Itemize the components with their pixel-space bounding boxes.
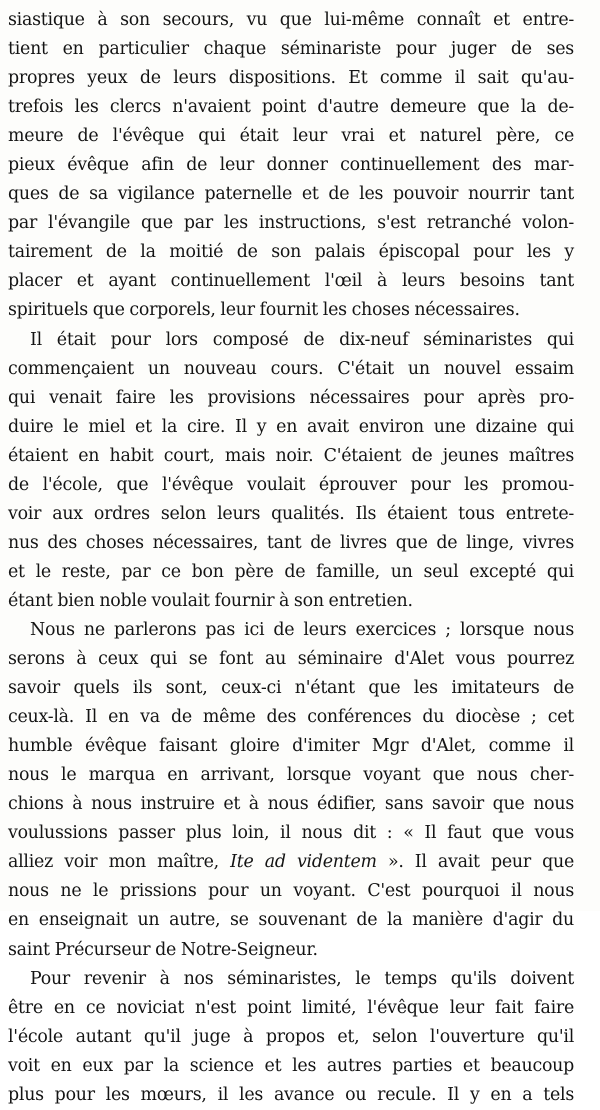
text-line: commençaient un nouveau cours. C'était un nouvel essaim (8, 358, 574, 379)
text-line: par l'évangile que par les instructions, s'est retranché volon- (8, 213, 574, 234)
text-line: ceux-là. Il en va de même des conférences du diocèse ; cet (8, 707, 574, 728)
text-line: serons à ceux qui se font au séminaire d'Alet vous pourrez (8, 649, 574, 670)
text-segment: ». Il avait peur que (376, 852, 574, 873)
text-line: et le reste, par ce bon père de famille, un seul excepté qui (8, 561, 574, 582)
text-line: plus pour les mœurs, il les avance ou recule. Il y en a tels (8, 1084, 574, 1105)
text-line-with-quote (8, 848, 574, 877)
text-line: nous le marqua en arrivant, lorsque voyant que nous cher- (8, 765, 574, 786)
text-line: meure de l'évêque qui était leur vrai et naturel père, ce (8, 126, 574, 147)
text-line: ques de sa vigilance paternelle et de les pouvoir nourrir tant (8, 184, 574, 205)
paragraph-start-line: Il était pour lors composé de dix-neuf séminaristes qui (30, 329, 574, 350)
text-line: savoir quels ils sont, ceux-ci n'étant que les imitateurs de (8, 678, 574, 699)
text-line: placer et ayant continuellement l'œil à leurs besoins tant (8, 271, 574, 292)
text-line: spirituels que corporels, leur fournit les choses nécessaires. (8, 300, 520, 321)
text-line: tient en particulier chaque séminariste pour juger de ses (8, 39, 574, 60)
paragraph-start-line: Pour revenir à nos séminaristes, le temps qu'ils doivent (30, 968, 574, 989)
text-line: de l'école, que l'évêque voulait éprouver pour les promou- (8, 474, 574, 495)
text-line: qui venait faire les provisions nécessaires pour après pro- (8, 387, 574, 408)
text-line: chions à nous instruire et à nous édifier, sans savoir que nous (8, 794, 574, 815)
paragraph-start-line: Nous ne parlerons pas ici de leurs exercices ; lorsque nous (30, 619, 574, 640)
text-line: trefois les clercs n'avaient point d'autre demeure que la de- (8, 97, 574, 118)
text-line: voulussions passer plus loin, il nous dit : « Il faut que vous (8, 823, 574, 844)
text-line: tairement de la moitié de son palais épiscopal pour les y (8, 242, 574, 263)
text-line: humble évêque faisant gloire d'imiter Mgr d'Alet, comme il (8, 736, 574, 757)
text-segment: alliez voir mon maître, (8, 852, 231, 873)
text-line: duire le miel et la cire. Il y en avait environ une dizaine qui (8, 416, 574, 437)
text-line: étaient en habit court, mais noir. C'étaient de jeunes maîtres (8, 445, 574, 466)
text-line: voir aux ordres selon leurs qualités. Ils étaient tous entrete- (8, 503, 574, 524)
body-text (8, 6, 574, 1110)
text-line: nus des choses nécessaires, tant de livres que de linge, vivres (8, 532, 574, 553)
text-line: en enseignait un autre, se souvenant de la manière d'agir du (8, 910, 574, 931)
latin-quote: Ite ad videntem (230, 852, 377, 873)
text-line: nous ne le prissions pour un voyant. C'est pourquoi il nous (8, 881, 574, 902)
text-line: voit en eux par la science et les autres parties et beaucoup (8, 1055, 574, 1076)
text-line: être en ce noviciat n'est point limité, l'évêque leur fait faire (8, 997, 574, 1018)
text-line: étant bien noble voulait fournir à son entretien. (8, 590, 413, 611)
text-line: l'école autant qu'il juge à propos et, selon l'ouverture qu'il (8, 1026, 574, 1047)
text-line: propres yeux de leurs dispositions. Et comme il sait qu'au- (8, 68, 574, 89)
text-line: siastique à son secours, vu que lui-même connaît et entre- (8, 10, 574, 30)
text-line: saint Précurseur de Notre-Seigneur. (8, 939, 318, 960)
text-line: pieux évêque afin de leur donner continuellement des mar- (8, 155, 574, 176)
